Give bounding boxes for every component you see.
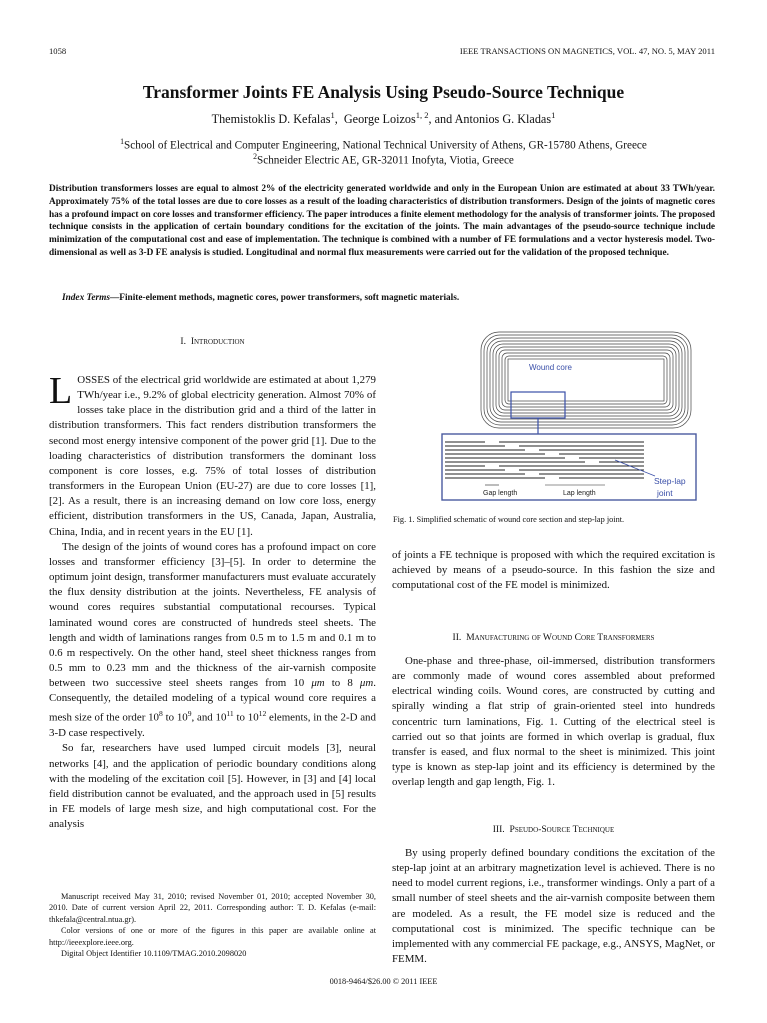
intro-paragraph-2: The design of the joints of wound cores has a profound impact on core losses and transformer efficiency [3]–[5]. In order to determine the optimum joint design, transformer manufacturers must evaluate accurately the flux density distribution at the joints. Nevertheless, FE analysis of wound cores requires substantial computational recourses. Typical laminated wound cores are constructed of hundreds steel sheets. The length and width of laminations ranges from 0.5 m to 1.5 m and 0.1 m to 0.6 m respectively. On the other hand, steel sheet thickness ranges from 0.5 mm to 0.23 mm and the thickness of the air-varnish composite between two successive steel sheets ranges from 10 μm to 8 μm. Consequently, the detailed modeling of a typical wound core requires a mesh size of the order $10^8$ to $10^9$, and $10^{11}$ to $10^{12}$ elements, in the 2-D and 3-D case respectively. [49,540,376,740]
section-heading-pseudo-source: III. Pseudo-Source Technique [492,824,615,835]
section-heading-manufacturing: II. Manufacturing of Wound Core Transformers [452,632,655,643]
abstract: Distribution transformers losses are equal to almost 2% of the electricity generated worldwide and only in the European Union are estimated at about 33 TWh/year. Approximately 75% of the total losses are due to core losses as a result of the loading characteristics of distribution transformers. Design of the joints of magnetic cores has a profound impact on core losses and transformer efficiency. The paper introduces a finite element methodology for the analysis of transformer joints. The proposed technique consists in the application of certain boundary conditions for the excitation of the joints. The main advantages of the pseudo-source technique include minimization of the computational cost and ease of implementation. The technique is combined with a number of FE formulations and a vector hysteresis model. Two-dimensional as well as 3-D FE analysis is studied. Longitudinal and normal flux measurements were carried out for the validation of the proposed technique. [49,184,715,258]
intro-paragraph-1: LOSSES of the electrical grid worldwide are estimated at about 1,279 TWh/year i.e., 9.2% of global electricity generation. Almost 70% of losses take place in the distribution grid and a third of the latter in distribution transformers. This fact renders distribution transformers the second most energy intensive component of the power grid [1]. Due to the loading characteristics of distribution transformers the dominant loss component is core losses, e.g. 75% of total losses of distribution transformers in the European Union (EU-27) are due to core losses [1], [2]. As a result, there is an increasing demand on low core loss, energy efficient, distribution transformers in the US, Canada, Japan, Australia, China, India, and in recent years in the EU [1]. [49,370,376,538]
gap-length-label: Gap length [483,490,518,497]
affil-mark: 2 [253,152,258,161]
intro-paragraph-3: So far, researchers have used lumped circuit models [3], neural networks [4], and the application of periodic boundary conditions along with the modeling of the excitation coil [5]. However, in [3] and [4] local field distribution cannot be evaluated, and the approach used in [5] results in FE models of large mesh size, and high computational cost. For the analysis [49,742,376,831]
copyright-line: 0018-9464/$26.00 © 2011 IEEE [329,977,438,986]
section-3-paragraph: By using properly defined boundary conditions the excitation of the step-lap joint at an arbitrary magnetization level is achieved. There is no need to model current regions, i.e., transformer windings. Only a part of a small number of steel sheets and the air-varnish composite between them are modeled. As a result, the FE model size is reduced and the computational cost is minimized. The specific technique can be implemented with any commercial FE package, e.g., ANSYS, MagNet, or FEMM. [392,847,715,966]
drop-cap: L [49,370,73,412]
index-terms [62,293,715,303]
index-terms-text: —Finite-element methods, magnetic cores, power transformers, soft magnetic materials. [109,293,460,303]
affiliation [0,152,767,167]
author-name: Themistoklis D. Kefalas [211,112,331,127]
author-name: Antonios G. Kladas [454,112,552,127]
left-column-text [49,370,376,832]
author-affil-mark: 1, 2 [415,110,429,120]
paper-title: Transformer Joints FE Analysis Using Pseudo-Source Technique [142,82,625,102]
section-3-body [392,846,715,967]
footnotes [49,891,376,959]
step-lap-label: Step-lap [654,476,686,486]
section-2-body [392,654,715,790]
lap-length-label: Lap length [563,490,596,497]
footnote-doi: Digital Object Identifier 10.1109/TMAG.2010.2098020 [61,949,247,959]
intro-continuation: of joints a FE technique is proposed with which the required excitation is achieved by means of a pseudo-source. In this fashion the size and computational cost of the FE model is minimized. [392,549,715,592]
author-affil-mark: 1 [551,110,556,120]
footnote-manuscript: Manuscript received May 31, 2010; revised November 01, 2010; accepted November 30, 2010. Date of current version April 22, 2011. Corresponding author: T. D. Kefalas (e-mail: thkefala@central.ntua.gr). [49,892,376,924]
section-2-paragraph: One-phase and three-phase, oil-immersed, distribution transformers are commonly made of wound cores assembled about preformed electrical winding coils. Wound cores, are constructed by cutting and spirally winding a flat strip of grain-oriented steel into hundreds concentric turn laminations, Fig. 1. Cutting of the electrical steel is carried out so that joints are formed in which overlap is gradual, flux transfer is eased, and flux normal to the sheet is minimized. This joint type is known as step-lap joint and its efficiency is determined by the overlap length and gap length, Fig. 1. [392,655,715,789]
section-heading-introduction: I. Introduction [180,336,245,347]
wound-core-label: Wound core [529,363,572,372]
joint-label: joint [657,488,673,498]
footnote-color: Color versions of one or more of the figures in this paper are available online at http://ieeexplore.ieee.org. [49,926,376,947]
index-terms-label: Index Terms [62,293,110,303]
authors-and: , and [428,112,453,127]
running-header: IEEE TRANSACTIONS ON MAGNETICS, VOL. 47, NO. 5, MAY 2011 [459,46,715,56]
affiliation [0,137,767,152]
affil-text: School of Electrical and Computer Engineering, National Technical University of Athens, GR-15780 Athens, Greece [124,139,647,152]
figure-caption: Fig. 1. Simplified schematic of wound core section and step-lap joint. [393,515,625,524]
author-affil-mark: 1 [330,110,335,120]
author-list: Themistoklis D. Kefalas$^1$, George Loizos$^{1, 2}$, and Antonios G. Kladas$^1$ [211,110,556,127]
affil-text: Schneider Electric AE, GR-32011 Inofyta, Viotia, Greece [257,154,514,167]
right-column-continuation [392,548,715,593]
author-name: George Loizos [343,112,416,127]
affil-mark: 1 [120,137,125,146]
figure-wound-core [393,330,715,510]
page-number: 1058 [49,46,67,56]
